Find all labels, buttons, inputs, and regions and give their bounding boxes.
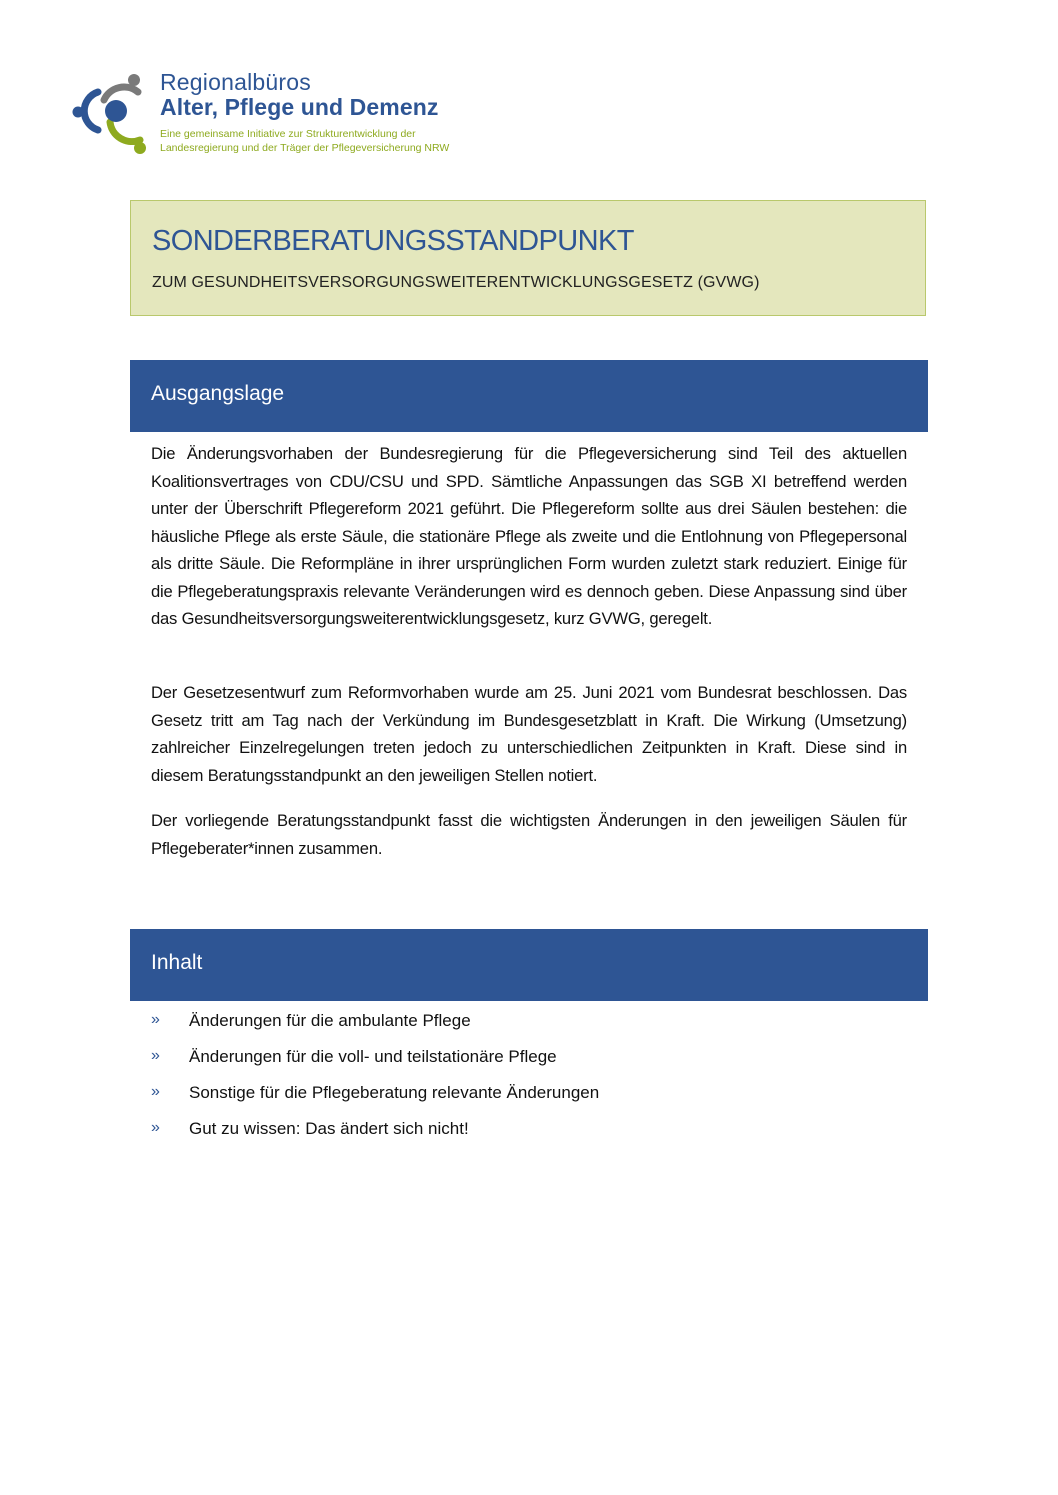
section-heading: Inhalt [151, 951, 203, 974]
logo [70, 66, 470, 156]
paragraph: Der Gesetzesentwurf zum Reformvorhaben wurde am 25. Juni 2021 vom Bundesrat beschlossen. Das Gesetz tritt am Tag nach der Verkündung im Bundesgesetzblatt in Kraft. Die Wirkung (Umsetzung) zahlreicher Einzelregelungen treten jedoch zu unterschiedlichen Zeitpunkten in Kraft. Diese sind in diesem Beratungsstandpunkt an den jeweiligen Stellen notiert. [151, 683, 907, 785]
document-subtitle: ZUM GESUNDHEITSVERSORGUNGSWEITERENTWICKLUNGSGESETZ (GVWG) [152, 274, 760, 291]
toc-item-label: Änderungen für die voll- und teilstationäre Pflege [189, 1047, 557, 1066]
section-header-ausgangslage [130, 360, 928, 432]
logo-title-line1: Regionalbüros [160, 69, 311, 95]
chevron-double-right-icon: » [151, 1083, 160, 1100]
section-header-inhalt [130, 929, 928, 1001]
toc-item-label: Sonstige für die Pflegeberatung relevante Änderungen [189, 1083, 600, 1102]
logo-tagline-line1: Eine gemeinsame Initiative zur Strukturentwicklung der [160, 128, 416, 140]
paragraph: Die Änderungsvorhaben der Bundesregierung für die Pflegeversicherung sind Teil des aktuellen Koalitionsvertrages von CDU/CSU und SPD. Sämtliche Anpassungen das SGB XI betreffend werden unter der Überschrift Pflegereform 2021 geführt. Die Pflegereform sollte aus drei Säulen bestehen: die häusliche Pflege als erste Säule, die stationäre Pflege als zweite und die Entlohnung von Pflegepersonal als dritte Säule. Die Reformpläne in ihrer ursprünglichen Form wurden zuletzt stark reduziert. Einige für die Pflegeberatungspraxis relevante Veränderungen wird es dennoch geben. Diese Anpassung sind über das Gesundheitsversorgungsweiterentwicklungsgesetz, kurz GVWG, geregelt. [151, 444, 907, 628]
section-heading: Ausgangslage [151, 382, 285, 405]
logo-title-line2: Alter, Pflege und Demenz [160, 94, 439, 120]
logo-tagline [160, 127, 449, 155]
document-title: SONDERBERATUNGSSTANDPUNKT [152, 225, 634, 257]
chevron-double-right-icon: » [151, 1047, 160, 1064]
chevron-double-right-icon: » [151, 1011, 160, 1028]
title-box [130, 200, 926, 316]
toc-item-label: Änderungen für die ambulante Pflege [189, 1011, 471, 1030]
toc-item-label: Gut zu wissen: Das ändert sich nicht! [189, 1119, 469, 1138]
chevron-double-right-icon: » [151, 1119, 160, 1136]
logo-circles-icon [70, 70, 156, 156]
logo-tagline-line2: Landesregierung und der Träger der Pflegeversicherung NRW [160, 142, 450, 154]
paragraph: Der vorliegende Beratungsstandpunkt fasst die wichtigsten Änderungen in den jeweiligen Säulen für Pflegeberater*innen zusammen. [151, 811, 907, 858]
